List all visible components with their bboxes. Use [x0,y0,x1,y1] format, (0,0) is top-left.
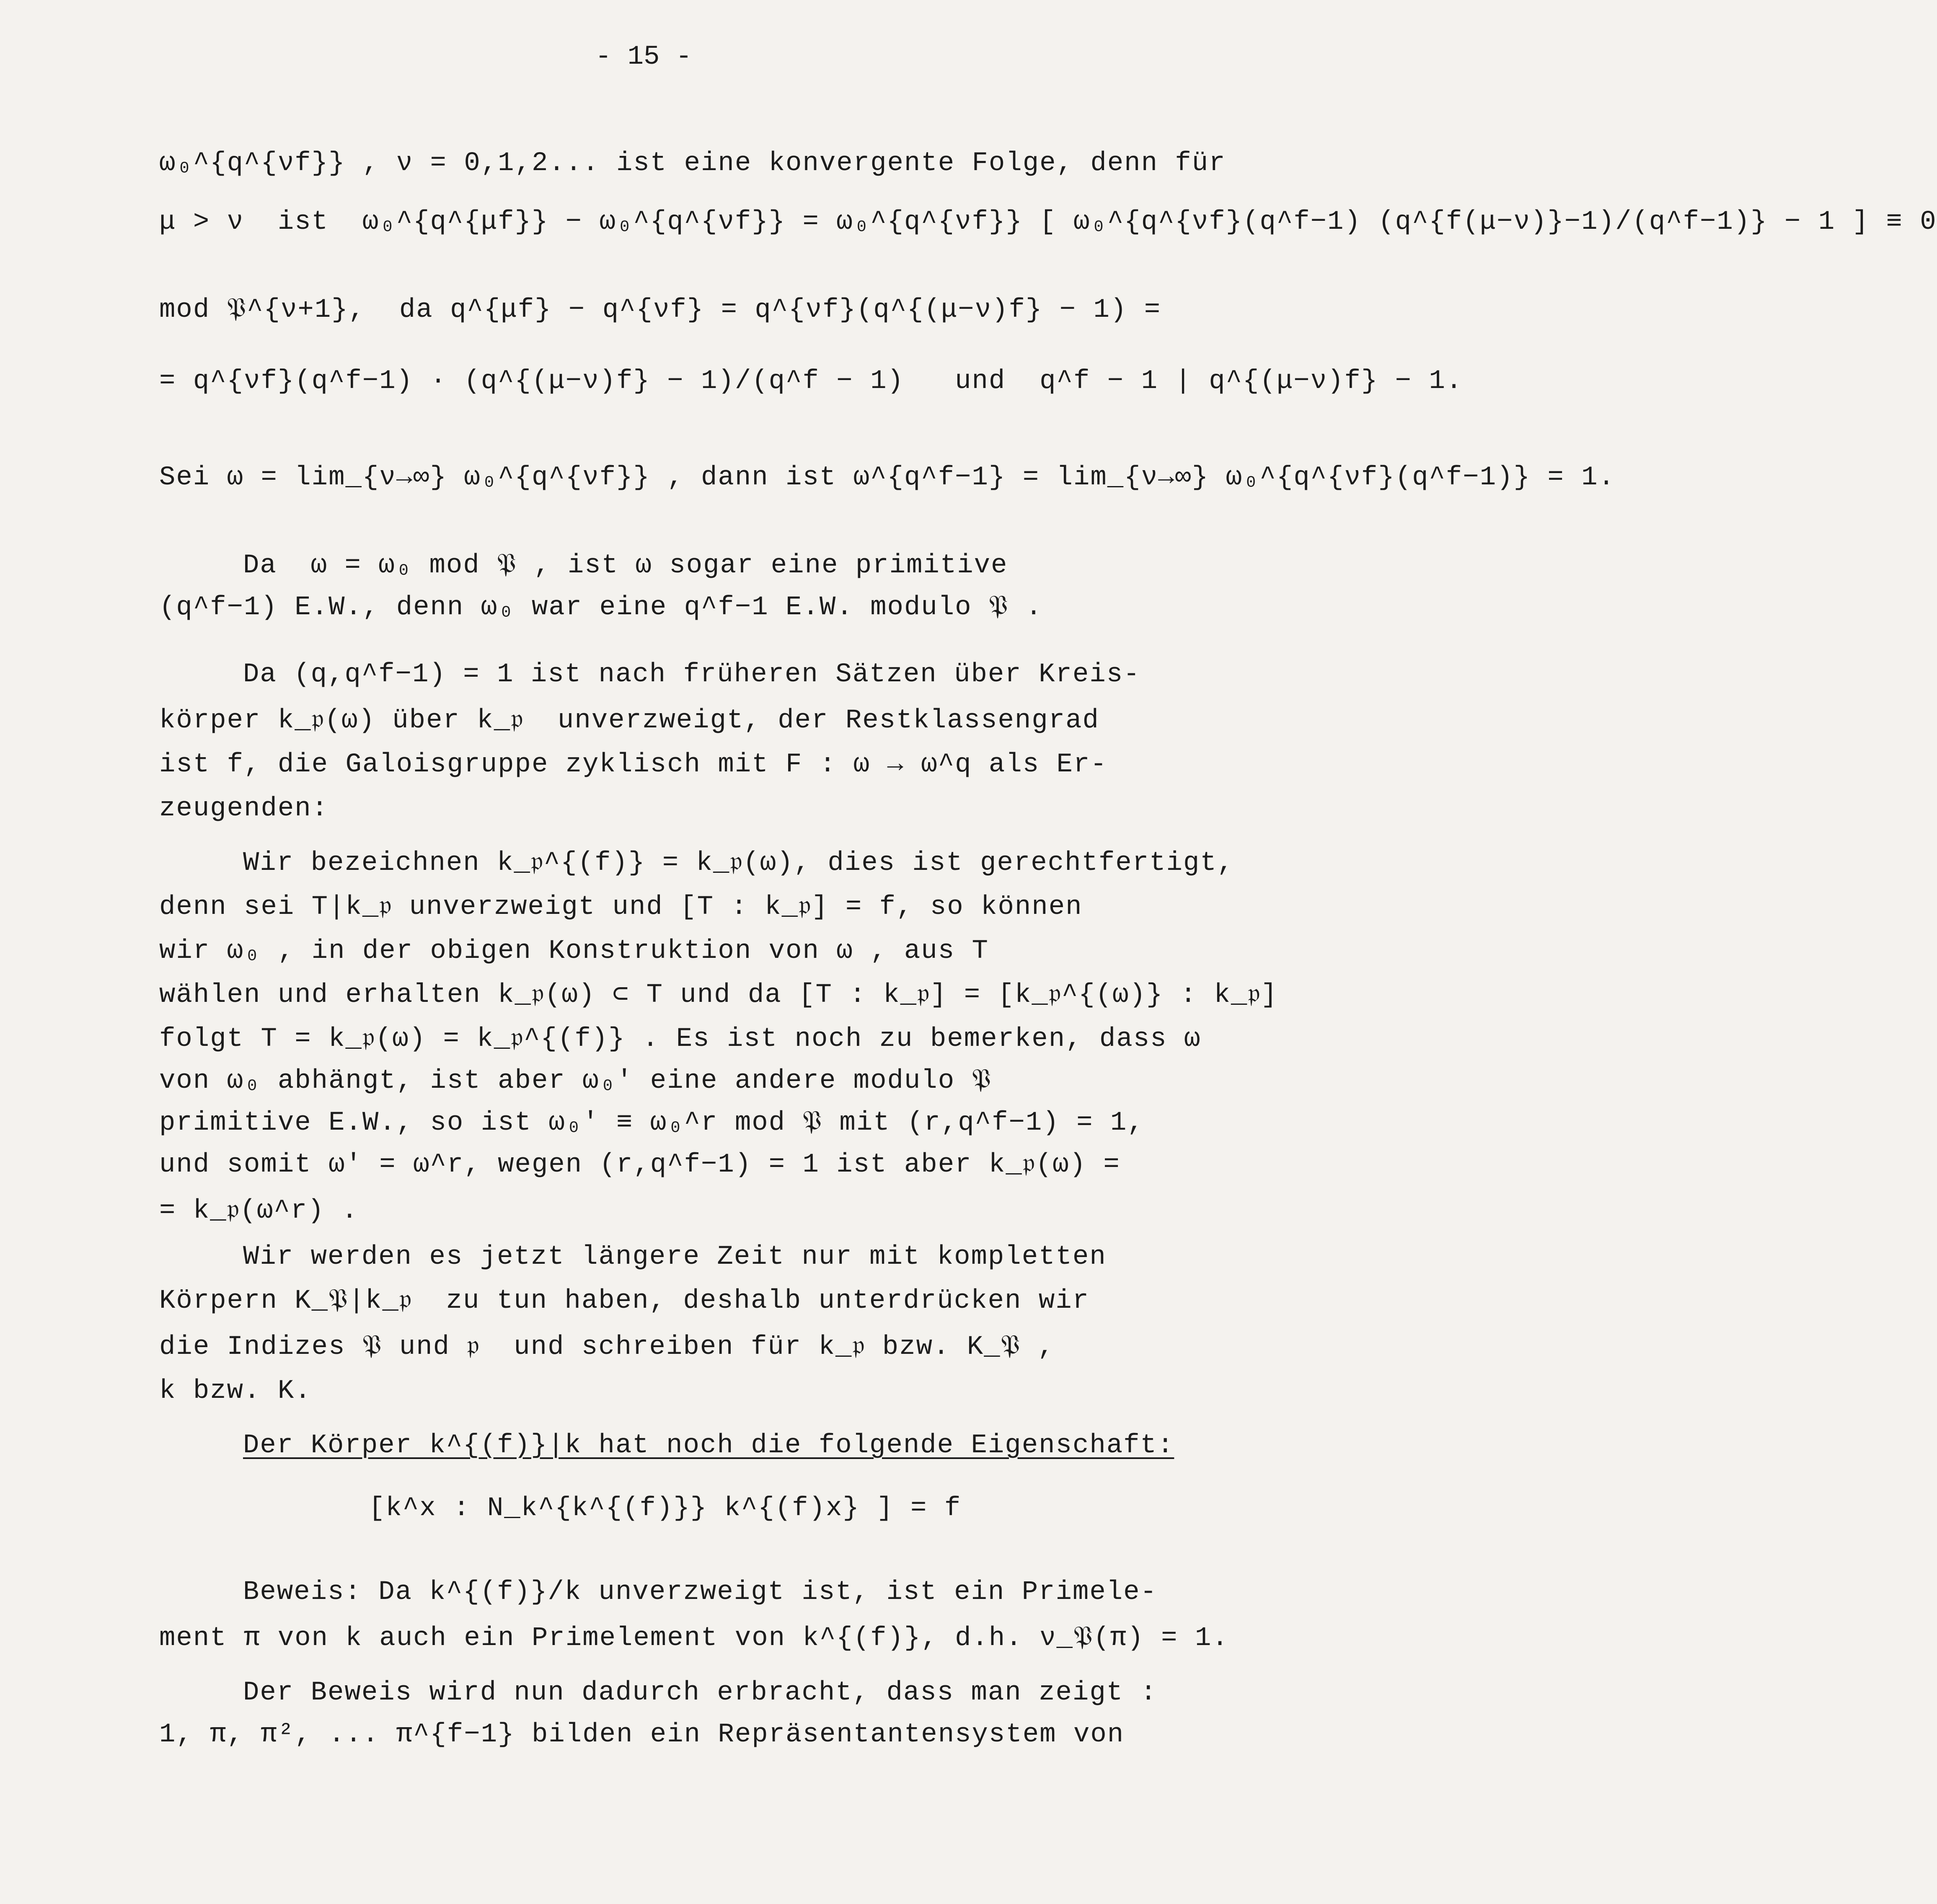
text-line: ist f, die Galoisgruppe zyklisch mit F : ω → ω^q als Er- [159,750,1107,780]
text-line: denn sei T|k_𝔭 unverzweigt und [T : k_𝔭] = f, so können [159,892,1083,922]
text-line: Körpern K_𝔓|k_𝔭 zu tun haben, deshalb unterdrücken wir [159,1286,1090,1316]
section-heading: Der Körper k^{(f)}|k hat noch die folgende Eigenschaft: [243,1431,1174,1461]
text-line: μ > ν ist ω₀^{q^{μf}} − ω₀^{q^{νf}} = ω₀^{q^{νf}} [ ω₀^{q^{νf}(q^f−1) (q^{f(μ−ν)}−1)/(q^f−1)} − 1 ] ≡ 0 [159,207,1937,237]
text-line: körper k_𝔭(ω) über k_𝔭 unverzweigt, der Restklassengrad [159,706,1099,736]
text-line: Beweis: Da k^{(f)}/k unverzweigt ist, ist ein Primele- [243,1577,1157,1607]
text-line: Wir bezeichnen k_𝔭^{(f)} = k_𝔭(ω), dies ist gerechtfertigt, [243,848,1234,878]
text-line: Sei ω = lim_{ν→∞} ω₀^{q^{νf}} , dann ist ω^{q^f−1} = lim_{ν→∞} ω₀^{q^{νf}(q^f−1)} = 1. [159,463,1615,493]
text-line: zeugenden: [159,794,329,824]
text-line: ω₀^{q^{νf}} , ν = 0,1,2... ist eine konvergente Folge, denn für [159,148,1226,178]
text-line: Da (q,q^f−1) = 1 ist nach früheren Sätzen über Kreis- [243,660,1140,690]
text-line: Wir werden es jetzt längere Zeit nur mit kompletten [243,1242,1107,1272]
text-line: Da ω = ω₀ mod 𝔓 , ist ω sogar eine primitive [243,551,1008,581]
text-line: Der Beweis wird nun dadurch erbracht, dass man zeigt : [243,1678,1157,1708]
text-line: wählen und erhalten k_𝔭(ω) ⊂ T und da [T : k_𝔭] = [k_𝔭^{(ω)} : k_𝔭] [159,980,1278,1010]
text-line: ment π von k auch ein Primelement von k^{(f)}, d.h. ν_𝔓(π) = 1. [159,1623,1229,1653]
formula-line: [k^x : N_k^{k^{(f)}} k^{(f)x} ] = f [369,1493,962,1524]
text-line: wir ω₀ , in der obigen Konstruktion von ω , aus T [159,936,989,966]
text-line: (q^f−1) E.W., denn ω₀ war eine q^f−1 E.W. modulo 𝔓 . [159,592,1043,623]
text-line: = q^{νf}(q^f−1) · (q^{(μ−ν)f} − 1)/(q^f − 1) und q^f − 1 | q^{(μ−ν)f} − 1. [159,366,1463,396]
text-line: von ω₀ abhängt, ist aber ω₀' eine andere modulo 𝔓 [159,1066,992,1096]
text-line: und somit ω' = ω^r, wegen (r,q^f−1) = 1 ist aber k_𝔭(ω) = [159,1150,1120,1180]
text-line: = k_𝔭(ω^r) . [159,1196,359,1226]
text-line: mod 𝔓^{ν+1}, da q^{μf} − q^{νf} = q^{νf}(q^{(μ−ν)f} − 1) = [159,295,1161,325]
text-line: 1, π, π², ... π^{f−1} bilden ein Repräsentantensystem von [159,1720,1125,1750]
text-line: folgt T = k_𝔭(ω) = k_𝔭^{(f)} . Es ist noch zu bemerken, dass ω [159,1024,1201,1054]
text-line: die Indizes 𝔓 und 𝔭 und schreiben für k_𝔭 bzw. K_𝔓 , [159,1332,1055,1362]
page-number: - 15 - [595,42,692,72]
text-line: k bzw. K. [159,1376,312,1406]
text-line: primitive E.W., so ist ω₀' ≡ ω₀^r mod 𝔓 mit (r,q^f−1) = 1, [159,1108,1144,1138]
